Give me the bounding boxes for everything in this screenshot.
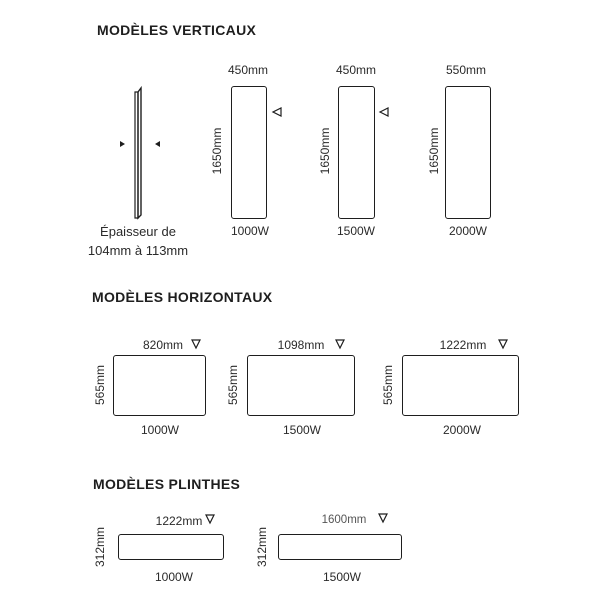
plinth-model-2-power: 1500W: [322, 570, 362, 584]
side-profile-back: [135, 92, 138, 218]
thickness-left-triangle-icon: [120, 141, 125, 147]
plinth-model-2-width: 1600mm: [321, 514, 367, 526]
triangle-outline-icon: [334, 338, 346, 350]
vertical-model-1-panel: [231, 86, 267, 219]
horizontal-model-3-width: 1222mm: [439, 338, 487, 352]
side-profile-diagram: [118, 80, 168, 230]
triangle-outline-icon: [271, 106, 283, 118]
horizontal-model-1-width: 820mm: [142, 338, 183, 352]
vertical-model-1-width: 450mm: [227, 63, 268, 77]
triangle-outline-icon: [190, 338, 202, 350]
horizontal-model-3-power: 2000W: [442, 423, 482, 437]
horizontal-model-1-panel: [113, 355, 206, 416]
horizontal-model-2-width: 1098mm: [277, 338, 325, 352]
thickness-caption: [78, 222, 198, 260]
thickness-caption-line1: Épaisseur de: [100, 224, 176, 239]
triangle-outline-icon: [377, 512, 389, 524]
thickness-right-triangle-icon: [155, 141, 160, 147]
plinth-model-2-height: 312mm: [255, 527, 269, 568]
horizontal-model-2-power: 1500W: [282, 423, 322, 437]
vertical-model-1-height: 1650mm: [210, 127, 224, 175]
vertical-model-1-power: 1000W: [230, 224, 270, 238]
horizontal-model-1-power: 1000W: [140, 423, 180, 437]
thickness-caption-line2: 104mm à 113mm: [87, 243, 189, 258]
plinth-model-1-height: 312mm: [93, 527, 107, 568]
triangle-outline-icon: [378, 106, 390, 118]
vertical-model-3-height: 1650mm: [427, 127, 441, 175]
triangle-outline-icon: [204, 513, 216, 525]
vertical-model-3-power: 2000W: [448, 224, 488, 238]
vertical-model-3-width: 550mm: [445, 63, 486, 77]
plinth-model-1-power: 1000W: [154, 570, 194, 584]
horizontal-model-1-height: 565mm: [93, 365, 107, 406]
vertical-model-2-power: 1500W: [336, 224, 376, 238]
horizontal-model-2-panel: [247, 355, 355, 416]
vertical-model-3-panel: [445, 86, 491, 219]
vertical-model-2-width: 450mm: [335, 63, 376, 77]
triangle-outline-icon: [497, 338, 509, 350]
vertical-models-heading: MODÈLES VERTICAUX: [97, 22, 257, 38]
vertical-model-2-height: 1650mm: [318, 127, 332, 175]
horizontal-model-3-panel: [402, 355, 519, 416]
horizontal-models-heading: MODÈLES HORIZONTAUX: [92, 289, 273, 305]
horizontal-model-2-height: 565mm: [226, 365, 240, 406]
horizontal-model-3-height: 565mm: [381, 365, 395, 406]
plinth-model-1-width: 1222mm: [155, 514, 203, 528]
plinth-model-2-panel: [278, 534, 402, 560]
vertical-model-2-panel: [338, 86, 375, 219]
plinth-model-1-panel: [118, 534, 224, 560]
plinth-models-heading: MODÈLES PLINTHES: [93, 476, 241, 492]
